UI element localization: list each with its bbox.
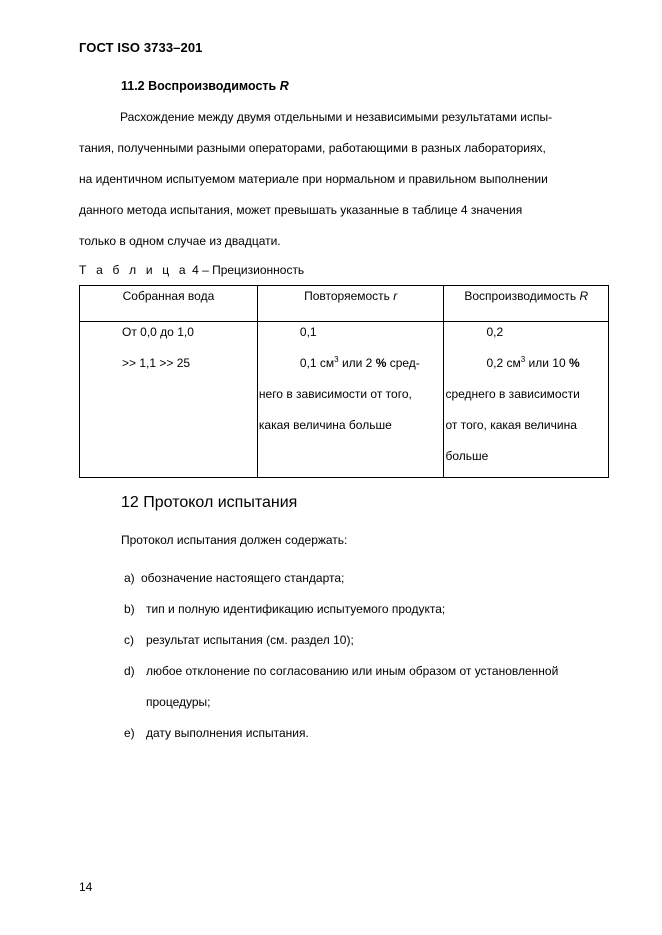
- list-item: [79, 594, 609, 625]
- cell-reproducibility: [444, 322, 609, 478]
- header-repeatability: Повторяемость r: [257, 286, 444, 322]
- list-marker: c): [124, 633, 134, 647]
- list-item: [79, 563, 609, 594]
- list-item-text: тип и полную идентификацию испытуемого продукта;: [146, 602, 446, 616]
- list-item-text: обозначение настоящего стандарта;: [141, 571, 345, 585]
- protocol-items-list: [79, 563, 609, 749]
- cell-line: какая величина больше: [258, 418, 392, 432]
- list-marker: b): [124, 602, 135, 616]
- paragraph-line: тания, полученными разными операторами, работающими в разных лабораториях,: [79, 141, 546, 155]
- list-marker: d): [124, 664, 135, 678]
- table-caption: [79, 263, 304, 277]
- cell-line: 0,1 $см^3$ или 2 % сред-: [299, 355, 420, 370]
- page-number: 14: [79, 880, 93, 894]
- list-item-text: любое отклонение по согласованию или иным образом от установленной: [146, 664, 559, 678]
- section-12-heading: 12 Протокол испытания: [121, 494, 298, 511]
- symbol-R: R: [279, 79, 289, 93]
- cell-line: него в зависимости от того,: [258, 387, 412, 401]
- cell-repeatability: [257, 322, 444, 478]
- table-header-row: [80, 286, 609, 322]
- list-item-text: дату выполнения испытания.: [146, 726, 309, 740]
- list-item-text: результат испытания (см. раздел 10);: [146, 633, 354, 647]
- header-reproducibility: Воспроизводимость R: [444, 286, 609, 322]
- cell-line: 0,2: [486, 325, 504, 339]
- cell-line: От 0,0 до 1,0: [122, 325, 194, 339]
- cell-line: 0,1: [299, 325, 317, 339]
- cell-collected-water: [80, 322, 258, 478]
- list-item-continuation: [79, 687, 609, 718]
- cell-line: >> 1,1 >> 25: [122, 356, 191, 370]
- section-title: 11.2 Воспроизводимость: [121, 79, 280, 93]
- table-caption-text: 4 – Прецизионность: [188, 263, 305, 277]
- paragraph-line: на идентичном испытуемом материале при нормальном и правильном выполнении: [79, 172, 548, 186]
- list-item: [79, 625, 609, 656]
- document-header: ГОСТ ISO 3733–201: [79, 40, 203, 55]
- protocol-intro: Протокол испытания должен содержать:: [121, 533, 348, 547]
- reproducibility-paragraph: [79, 102, 605, 257]
- list-item: [79, 656, 609, 687]
- list-item: [79, 718, 609, 749]
- table-row: [80, 322, 609, 478]
- cell-line: 0,2 $см^3$ или 10 %: [486, 355, 580, 370]
- list-marker: e): [124, 726, 135, 740]
- list-item-text: процедуры;: [146, 695, 211, 709]
- cell-line: среднего в зависимости: [445, 387, 580, 401]
- paragraph-line: данного метода испытания, может превышать указанные в таблице 4 значения: [79, 203, 523, 217]
- paragraph-line: только в одном случае из двадцати.: [79, 234, 281, 248]
- cell-line: от того, какая величина: [445, 418, 577, 432]
- section-11-2-heading: [121, 79, 289, 93]
- header-collected-water: Собранная вода: [80, 286, 258, 322]
- list-marker: а): [124, 571, 135, 585]
- precision-table: [79, 285, 609, 478]
- table-caption-label: Т а б л и ц а: [79, 263, 189, 277]
- paragraph-line: Расхождение между двумя отдельными и независимыми результатами испы-: [120, 110, 553, 124]
- cell-line: больше: [445, 449, 489, 463]
